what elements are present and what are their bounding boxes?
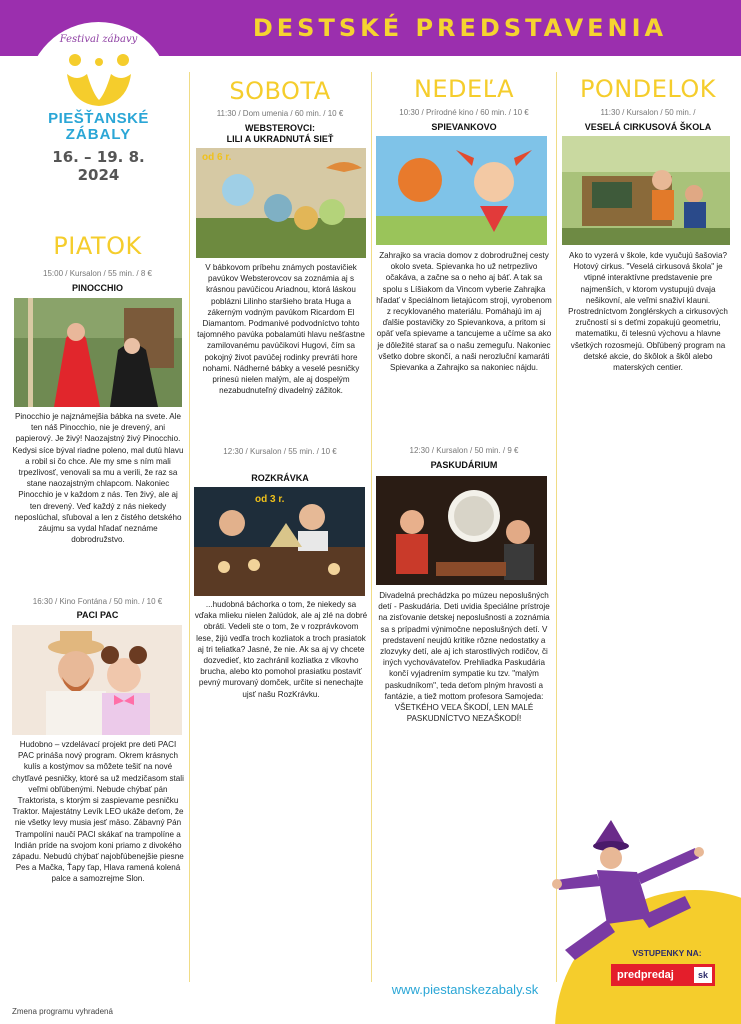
dates-year: 2024	[77, 166, 120, 184]
page-title: DESTSKÉ PREDSTAVENIA	[252, 14, 668, 42]
show-photo-spievankovo	[376, 136, 547, 245]
show-photo-cirkusova	[562, 136, 730, 245]
website-link[interactable]: www.piestanskezabaly.sk	[391, 982, 539, 997]
predpredaj-logo-text: predpredaj	[617, 969, 674, 981]
logo-brand-line2: ZÁBALY	[65, 126, 132, 143]
show-description-websterovci: V bábkovom príbehu známych postavičiek pavúkov Websterovcov sa zoznámia aj s krásnou pavúčicou Ariadnou, ktorá láskou poblázni Lilinho staršieho brata Huga a zákerným vodným pavúkom Ricardom El Diamantom. Podmanivé podvodníctvo tohto tajomného pavúka pobalamúti hlavu nešťastne zamilovanému pavúčikovi Hugovi, čím sa pokojný život pavúčej rodinky prevráti hore nohami. Nádherné bábky a veselé pesničky prinesú nielen malým, ale aj dospelým nezabudnuteľný divadelný zážitok.	[197, 263, 365, 396]
show-meta-paskudarium: 12:30 / Kursalon / 50 min. / 9 €	[409, 446, 519, 455]
show-title-rozkravka: ROZKRÁVKA	[251, 473, 309, 483]
show-title-pinocchio: PINOCCHIO	[71, 283, 123, 293]
show-description-paci-pac: Hudobno – vzdelávací projekt pre deti PACI PAC prináša nový program. Okrem krásnych kulís a kostýmov sa môžete tešiť na nové chytľavé pesničky, ktoré sa už medzičasom stali veľmi obľúbenými. Nebude chýbať pán Traktorista, s ktorým si zaspievame pesničku Traktor. Majestátny Levík LEO ukáže deťom, že nie všetky levy musia jesť mäso. Zábavný Pán Trampolíni naučí PACI skákať na trampolíne a Indián príde na svojom koni priamo z divokého západu. Nebudú chýbať najobľúbenejšie piesne Pes a Mačka, Ťapy ťap, Hlava ramená kolená palce a samozrejme Slon.	[12, 740, 184, 884]
show-title-websterovci-line1: WEBSTEROVCI:	[244, 123, 315, 133]
day-heading-pondelok: PONDELOK	[579, 75, 717, 103]
show-title-spievankovo: SPIEVANKOVO	[431, 122, 497, 132]
age-badge-rozkravka: od 3 r.	[255, 494, 285, 505]
tickets-decoration	[545, 800, 741, 1024]
logo-tagline: Festival zábavy	[59, 34, 138, 45]
show-description-rozkravka: ...hudobná báchorka o tom, že niekedy sa vďaka mlieku nielen žalúdok, ale aj zlé na dobré obráti. Vedeli ste o tom, že v rozprávkovom lese, žijú vedľa troch kozliatok a troch prasiatok aj tri teliatka? Jasné, že nie. Ak sa aj vy chcete dozvedieť, kto zachránil kozliatka z vlkovho brucha, alebo kto pomohol prasiatku postaviť pevný murovaný domček, určite si nenechajte ujsť našu RozKrávku.	[194, 600, 368, 699]
show-meta-paci-pac: 16:30 / Kino Fontána / 50 min. / 10 €	[32, 597, 163, 606]
day-heading-nedela: NEDEĽA	[413, 75, 515, 103]
program-change-note: Zmena programu vyhradená	[12, 1007, 113, 1016]
smile-face-icon	[61, 52, 137, 108]
show-meta-websterovci: 11:30 / Dom umenia / 60 min. / 10 €	[216, 109, 344, 118]
show-description-cirkusova: Ako to vyzerá v škole, kde vyučujú šašovia? Hotový cirkus. "Veselá cirkusová škola" je vtipné interaktívne predstavenie pre najmenších, v ktorom vystupujú dvaja nešikovní, ale veľmi snaživí klauni. Prostredníctvom žonglérskych a cirkusových zručností si s deťmi zopakujú geometriu, matematiku, či telesnú výchovu a hlavne všetkých rozosmejú. Obľúbený program na detské akcie, do škôlok a škôl alebo materských centier.	[568, 251, 728, 373]
column-divider	[189, 72, 190, 982]
show-title-cirkusova: VESELÁ CIRKUSOVÁ ŠKOLA	[584, 122, 712, 132]
predpredaj-logo[interactable]	[611, 964, 715, 986]
show-photo-paci-pac	[12, 625, 182, 735]
show-description-spievankovo: Zahrajko sa vracia domov z dobrodružnej cesty okolo sveta. Spievanka ho už netrpezlivo očakáva, a začne sa o neho aj báť. A tak sa spolu s Líšiakom da Vincom vyberie Zahrajka hľadať v špeciálnom lietajúcom stroji, vyrobenom z recyklovaného materiálu. Pomáhajú im aj ďalšie postavičky zo Spievankova, a pritom si opäť veľa spievame a tancujeme a učíme sa ako je dôležité starať sa o našu zemeguľu. Nakoniec všetko dobre skončí, a naši nerozluční kamaráti Spievanka a Zahrajko sa nakoniec nájdu.	[376, 251, 552, 373]
show-title-paci-pac: PACI PAC	[76, 610, 119, 620]
dates-range: 16. – 19. 8.	[52, 148, 145, 166]
show-meta-rozkravka: 12:30 / Kursalon / 55 min. / 10 €	[223, 447, 337, 456]
show-meta-pinocchio: 15:00 / Kursalon / 55 min. / 8 €	[43, 269, 152, 278]
predpredaj-logo-suffix: sk	[694, 967, 712, 983]
show-title-paskudarium: PASKUDÁRIUM	[430, 460, 498, 470]
show-title-websterovci-line2: LILI A UKRADNUTÁ SIEŤ	[226, 133, 334, 144]
festival-logo	[27, 22, 170, 182]
show-meta-spievankovo: 10:30 / Prírodné kino / 60 min. / 10 €	[399, 108, 529, 117]
festival-dates	[27, 148, 170, 184]
show-photo-pinocchio	[14, 298, 182, 407]
show-photo-paskudarium	[376, 476, 547, 585]
show-photo-websterovci	[196, 148, 366, 258]
show-description-paskudarium: Divadelná prechádzka po múzeu neposlušných detí - Paskudária. Deti uvidia špeciálne prístroje na zisťovanie detskej neposlušnosti a zoznámia sa s prípadmi výnimočne neposlušných detí. V predstavení neujdú kritike rôzne nedostatky a zlozvyky detí, ale aj ich starostlivých rodičov, či iných vychovávateľov. Prehliadka Paskudária končí vyjadrením sympatie ku tzv. "malým paskudníkom", teda deťom plným hravosti a fantázie, a tiež mottom profesora Samojeda: VŠETKÉHO VEĽA ŠKODÍ, LEN MALÉ PASKUDNÍCTVO NEZAŠKODÍ!	[378, 591, 550, 724]
tickets-label: VSTUPENKY NA:	[632, 948, 702, 958]
age-badge-websterovci: od 6 r.	[202, 152, 232, 163]
day-heading-piatok: PIATOK	[53, 232, 142, 260]
show-description-pinocchio: Pinocchio je najznámejšia bábka na svete. Ale ten náš Pinocchio, nie je drevený, ani papierový. Je živý! Naozajstný živý Pinocchio. Kedysi síce býval riadne poleno, mal dutú hlavu a robil si čo chce. Ale my sme s ním mali trpezlivosť, venovali sa mu a verili, že raz sa stane naozajstným chlapcom. Nakoniec Pinocchio je v každom z nás. Ten živý, ale aj ten drevený. Veď každý z nás niekedy neposlúchal, sľuboval a len z čistého detského záujmu sa vydal hľadať neznáme dobrodružstvo.	[12, 412, 184, 545]
day-heading-sobota: SOBOTA	[229, 77, 331, 105]
show-meta-cirkusova: 11:30 / Kursalon / 50 min. /	[600, 108, 696, 117]
column-divider	[371, 72, 372, 982]
logo-brand-line1: PIEŠŤANSKÉ	[48, 110, 149, 127]
show-title-websterovci	[192, 123, 368, 145]
